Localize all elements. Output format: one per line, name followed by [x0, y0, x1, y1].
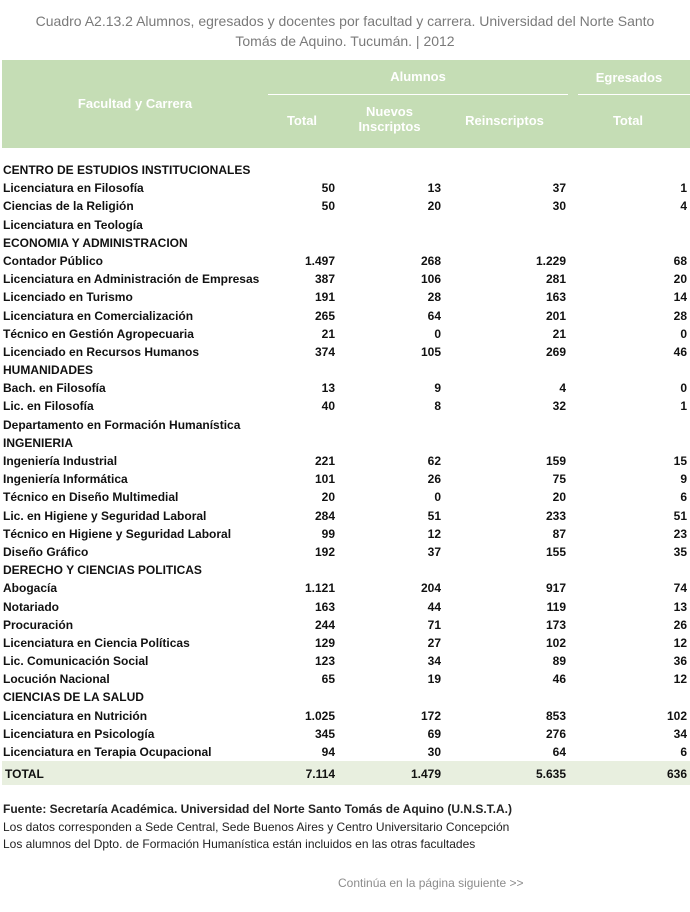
source-note: Fuente: Secretaría Académica. Universidad del Norte Santo Tomás de Aquino (U.N.S.T.A.) — [3, 802, 512, 816]
cell-total: 129 — [314, 635, 335, 650]
cell-total: 65 — [321, 672, 335, 687]
section-row — [2, 361, 690, 379]
cell-nuevos: 0 — [434, 326, 441, 341]
cell-egresados: 35 — [673, 544, 687, 559]
header-divider-alumnos — [268, 94, 568, 95]
table-row — [2, 216, 690, 234]
cell-nuevos: 9 — [434, 381, 441, 396]
cell-reinscriptos: 1.229 — [535, 253, 566, 268]
cell-reinscriptos: 917 — [545, 581, 566, 596]
row-label: Técnico en Diseño Multimedial — [3, 490, 179, 505]
row-label: Licenciado en Recursos Humanos — [3, 344, 200, 359]
header-facultad: Facultad y Carrera — [77, 96, 193, 111]
cell-reinscriptos: 4 — [559, 381, 566, 396]
cell-total: 21 — [321, 326, 335, 341]
cell-total: 221 — [314, 454, 335, 468]
cell-total: 1.497 — [304, 253, 335, 268]
cell-egresados: 51 — [673, 508, 687, 523]
row-label: Ingeniería Informática — [3, 472, 128, 487]
row-label: Lic. Comunicación Social — [3, 654, 149, 669]
total-nuevos: 1.479 — [410, 767, 441, 781]
section-row — [2, 161, 690, 179]
cell-reinscriptos: 155 — [545, 544, 566, 559]
table-row — [2, 397, 690, 415]
table-row — [2, 307, 690, 325]
cell-total: 265 — [314, 308, 335, 323]
cell-reinscriptos: 201 — [545, 308, 566, 323]
cell-egresados: 12 — [673, 672, 687, 687]
cell-reinscriptos: 20 — [552, 490, 566, 505]
cell-total: 123 — [314, 654, 335, 669]
total-egresados: 636 — [666, 767, 687, 781]
table-row — [2, 270, 690, 288]
header-total: Total — [286, 113, 318, 128]
cell-reinscriptos: 159 — [545, 454, 566, 468]
cell-egresados: 4 — [680, 199, 687, 214]
cell-egresados: 20 — [673, 272, 687, 287]
row-label: Notariado — [3, 599, 60, 614]
cell-egresados: 15 — [673, 454, 687, 468]
table-title — [0, 11, 690, 51]
header-nuevos: Nuevos Inscriptos — [358, 104, 421, 134]
header-reinscriptos: Reinscriptos — [465, 113, 544, 128]
total-row — [2, 761, 690, 785]
cell-total: 345 — [314, 726, 335, 741]
cell-nuevos: 8 — [434, 399, 441, 414]
cell-total: 94 — [321, 745, 335, 759]
total-reinscriptos: 5.635 — [535, 767, 566, 781]
cell-nuevos: 62 — [427, 454, 441, 468]
row-label: HUMANIDADES — [3, 363, 93, 378]
footnotes — [3, 801, 512, 854]
cell-nuevos: 51 — [427, 508, 441, 523]
row-label: CIENCIAS DE LA SALUD — [3, 690, 144, 705]
cell-total: 40 — [321, 399, 335, 414]
table-row — [2, 743, 690, 761]
row-label: Ingeniería Industrial — [3, 454, 118, 468]
cell-total: 13 — [321, 381, 335, 396]
row-label: Licenciatura en Administración de Empresas — [3, 272, 260, 287]
cell-egresados: 23 — [673, 526, 687, 541]
table-row — [2, 598, 690, 616]
table-row — [2, 197, 690, 215]
row-label: Técnico en Gestión Agropecuaria — [3, 326, 194, 341]
table-row — [2, 634, 690, 652]
cell-egresados: 102 — [666, 708, 687, 723]
cell-total: 387 — [314, 272, 335, 287]
cell-reinscriptos: 281 — [545, 272, 566, 287]
note-humanistica: Los alumnos del Dpto. de Formación Humanística están incluidos en las otras facultades — [3, 837, 476, 851]
cell-reinscriptos: 233 — [545, 508, 566, 523]
table-row — [2, 616, 690, 634]
cell-nuevos: 27 — [427, 635, 441, 650]
header-egresados: Egresados — [595, 70, 663, 85]
cell-egresados: 0 — [680, 326, 687, 341]
table-row — [2, 507, 690, 525]
table-body — [2, 161, 690, 761]
cell-nuevos: 34 — [427, 654, 441, 669]
cell-total: 20 — [321, 490, 335, 505]
cell-total: 50 — [321, 181, 335, 196]
cell-nuevos: 37 — [427, 544, 441, 559]
cell-nuevos: 0 — [434, 490, 441, 505]
cell-total: 192 — [314, 544, 335, 559]
table-header — [2, 60, 690, 148]
cell-total: 1.121 — [304, 581, 335, 596]
cell-egresados: 13 — [673, 599, 687, 614]
section-row — [2, 688, 690, 706]
row-label: INGENIERIA — [3, 435, 74, 450]
total-label: TOTAL — [5, 767, 44, 781]
cell-reinscriptos: 30 — [552, 199, 566, 214]
table-row — [2, 670, 690, 688]
table-row — [2, 343, 690, 361]
row-label: Abogacía — [3, 581, 58, 596]
cell-nuevos: 268 — [420, 253, 441, 268]
cell-egresados: 1 — [680, 399, 687, 414]
row-label: CENTRO DE ESTUDIOS INSTITUCIONALES — [3, 163, 251, 177]
table-row — [2, 179, 690, 197]
table-row — [2, 579, 690, 597]
table-row — [2, 452, 690, 470]
cell-egresados: 12 — [673, 635, 687, 650]
table-row — [2, 325, 690, 343]
cell-nuevos: 12 — [427, 526, 441, 541]
table-title-line1: Cuadro A2.13.2 Alumnos, egresados y docentes por facultad y carrera. Universidad del Norte Santo — [35, 13, 655, 29]
cell-egresados: 74 — [673, 581, 687, 596]
row-label: Locución Nacional — [3, 672, 110, 687]
cell-nuevos: 26 — [427, 472, 441, 487]
cell-nuevos: 13 — [427, 181, 441, 196]
row-label: Licenciatura en Teología — [3, 217, 143, 232]
continue-link[interactable]: Continúa en la página siguiente >> — [338, 876, 524, 890]
cell-egresados: 26 — [673, 617, 687, 632]
table-row — [2, 252, 690, 270]
row-label: DERECHO Y CIENCIAS POLITICAS — [3, 563, 202, 578]
cell-nuevos: 69 — [427, 726, 441, 741]
cell-total: 163 — [314, 599, 335, 614]
row-label: Licenciatura en Ciencia Políticas — [3, 635, 190, 650]
cell-nuevos: 30 — [427, 745, 441, 759]
table-row — [2, 543, 690, 561]
cell-nuevos: 71 — [427, 617, 441, 632]
row-label: Diseño Gráfico — [3, 544, 89, 559]
header-alumnos: Alumnos — [390, 69, 446, 84]
cell-egresados: 6 — [680, 490, 687, 505]
cell-total: 244 — [314, 617, 335, 632]
table-row — [2, 488, 690, 506]
cell-reinscriptos: 102 — [545, 635, 566, 650]
row-label: Lic. en Higiene y Seguridad Laboral — [3, 508, 207, 523]
cell-total: 50 — [321, 199, 335, 214]
row-label: Contador Público — [3, 253, 103, 268]
table-title-line2: Tomás de Aquino. Tucumán. | 2012 — [235, 33, 455, 49]
row-label: Licenciatura en Nutrición — [3, 708, 148, 723]
row-label: Licenciatura en Filosofía — [3, 181, 144, 196]
table-row — [2, 707, 690, 725]
section-row — [2, 561, 690, 579]
cell-nuevos: 19 — [427, 672, 441, 687]
section-row — [2, 434, 690, 452]
cell-total: 374 — [314, 344, 335, 359]
cell-reinscriptos: 21 — [552, 326, 566, 341]
cell-nuevos: 172 — [420, 708, 441, 723]
row-label: Bach. en Filosofía — [3, 381, 106, 396]
cell-egresados: 46 — [673, 344, 687, 359]
cell-egresados: 0 — [680, 381, 687, 396]
row-label: Licenciatura en Comercialización — [3, 308, 194, 323]
cell-reinscriptos: 89 — [552, 654, 566, 669]
cell-nuevos: 64 — [427, 308, 441, 323]
cell-total: 1.025 — [304, 708, 335, 723]
cell-reinscriptos: 853 — [545, 708, 566, 723]
cell-reinscriptos: 64 — [552, 745, 566, 759]
cell-egresados: 36 — [673, 654, 687, 669]
table-row — [2, 525, 690, 543]
cell-reinscriptos: 87 — [552, 526, 566, 541]
table-row — [2, 652, 690, 670]
row-label: Licenciatura en Psicología — [3, 726, 155, 741]
cell-reinscriptos: 32 — [552, 399, 566, 414]
cell-reinscriptos: 119 — [546, 599, 566, 614]
cell-total: 101 — [314, 472, 335, 487]
cell-egresados: 1 — [680, 181, 687, 196]
row-label: Licenciatura en Terapia Ocupacional — [3, 745, 212, 759]
cell-reinscriptos: 37 — [552, 181, 566, 196]
cell-total: 99 — [321, 526, 335, 541]
cell-egresados: 9 — [680, 472, 687, 487]
cell-egresados: 34 — [673, 726, 687, 741]
row-label: Licenciado en Turismo — [3, 290, 133, 305]
table-row — [2, 288, 690, 306]
cell-reinscriptos: 46 — [552, 672, 566, 687]
table-row — [2, 416, 690, 434]
cell-reinscriptos: 163 — [545, 290, 566, 305]
row-label: ECONOMIA Y ADMINISTRACION — [3, 235, 188, 250]
row-label: Ciencias de la Religión — [3, 199, 134, 214]
cell-nuevos: 105 — [420, 344, 441, 359]
cell-total: 284 — [314, 508, 335, 523]
cell-nuevos: 20 — [427, 199, 441, 214]
cell-nuevos: 44 — [427, 599, 441, 614]
cell-egresados: 6 — [680, 745, 687, 759]
row-label: Procuración — [3, 617, 74, 632]
cell-egresados: 68 — [673, 253, 687, 268]
cell-nuevos: 106 — [420, 272, 441, 287]
header-divider-egresados — [578, 94, 690, 95]
note-sedes: Los datos corresponden a Sede Central, Sede Buenos Aires y Centro Universitario Concepción — [3, 819, 510, 834]
header-egresados-total: Total — [612, 113, 644, 128]
row-label: Técnico en Higiene y Seguridad Laboral — [3, 526, 232, 541]
row-label: Departamento en Formación Humanística — [3, 417, 241, 432]
cell-egresados: 14 — [673, 290, 687, 305]
cell-reinscriptos: 75 — [552, 472, 566, 487]
row-label: Lic. en Filosofía — [3, 399, 94, 414]
cell-reinscriptos: 173 — [545, 617, 566, 632]
cell-nuevos: 28 — [427, 290, 441, 305]
cell-reinscriptos: 269 — [545, 344, 566, 359]
cell-total: 191 — [314, 290, 335, 305]
table-row — [2, 379, 690, 397]
table-row — [2, 470, 690, 488]
cell-egresados: 28 — [673, 308, 687, 323]
total-alumnos: 7.114 — [305, 767, 335, 781]
section-row — [2, 234, 690, 252]
cell-nuevos: 204 — [420, 581, 441, 596]
table-row — [2, 725, 690, 743]
cell-reinscriptos: 276 — [545, 726, 566, 741]
